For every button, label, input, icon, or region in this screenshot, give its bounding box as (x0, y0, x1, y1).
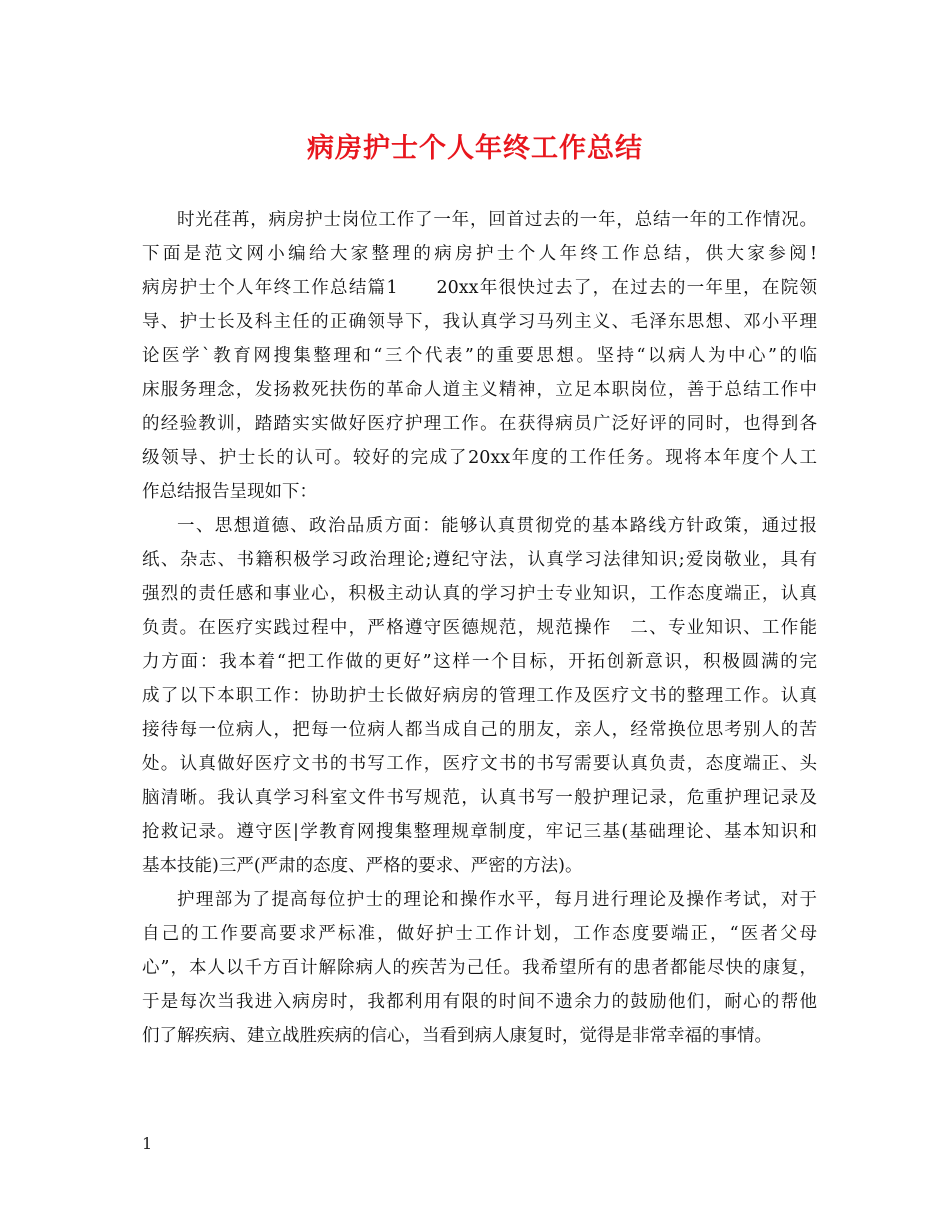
text-line: 护理部为了提高每位护士的理论和操作水平，每月进行理论及操作考试，对于 (177, 890, 817, 910)
text-line: 床服务理念，发扬救死扶伤的革命人道主义精神，立足本职岗位，善于总结工作中 (142, 380, 817, 400)
text-line: 处。认真做好医疗文书的书写工作，医疗文书的书写需要认真负责，态度端正、头 (142, 754, 817, 774)
text-line: 力方面：我本着“把工作做的更好”这样一个目标，开拓创新意识，积极圆满的完 (142, 652, 817, 672)
text-line: 们了解疾病、建立战胜疾病的信心，当看到病人康复时，觉得是非常幸福的事情。 (142, 1026, 772, 1046)
text-line: 脑清晰。我认真学习科室文件书写规范，认真书写一般护理记录，危重护理记录及 (142, 788, 817, 808)
text-line: 抢救记录。遵守医|学教育网搜集整理规章制度，牢记三基(基础理论、基本知识和 (142, 822, 817, 842)
text-line: 病房护士个人年终工作总结篇1 20xx年很快过去了，在过去的一年里，在院领 (142, 278, 817, 298)
text-line: 强烈的责任感和事业心，积极主动认真的学习护士专业知识，工作态度端正，认真 (142, 584, 817, 604)
text-line: 作总结报告呈现如下： (142, 482, 317, 502)
text-line: 论医学`教育网搜集整理和“三个代表”的重要思想。坚持“以病人为中心”的临 (142, 346, 817, 366)
text-line: 心”，本人以千方百计解除病人的疾苦为己任。我希望所有的患者都能尽快的康复， (142, 958, 817, 978)
document-body (142, 203, 817, 1053)
text-line: 成了以下本职工作：协助护士长做好病房的管理工作及医疗文书的整理工作。认真 (142, 686, 817, 706)
document-title: 病房护士个人年终工作总结 (307, 133, 643, 164)
text-line: 自己的工作要高要求严标准，做好护士工作计划，工作态度要端正，“医者父母 (142, 924, 817, 944)
text-line: 时光荏苒，病房护士岗位工作了一年，回首过去的一年，总结一年的工作情况。 (177, 210, 817, 230)
page-number: 1 (142, 1134, 153, 1153)
text-line: 负责。在医疗实践过程中，严格遵守医德规范，规范操作 二、专业知识、工作能 (142, 618, 817, 638)
text-line: 于是每次当我进入病房时，我都利用有限的时间不遗余力的鼓励他们，耐心的帮他 (142, 992, 817, 1012)
text-line: 一、思想道德、政治品质方面：能够认真贯彻党的基本路线方针政策，通过报 (177, 516, 817, 536)
text-line: 级领导、护士长的认可。较好的完成了20xx年度的工作任务。现将本年度个人工 (142, 448, 817, 468)
text-line: 下面是范文网小编给大家整理的病房护士个人年终工作总结，供大家参阅! (142, 244, 817, 264)
text-line: 接待每一位病人，把每一位病人都当成自己的朋友，亲人，经常换位思考别人的苦 (142, 720, 817, 740)
text-line: 纸、杂志、书籍积极学习政治理论;遵纪守法，认真学习法律知识;爱岗敬业，具有 (142, 550, 817, 570)
text-line: 的经验教训，踏踏实实做好医疗护理工作。在获得病员广泛好评的同时，也得到各 (142, 414, 817, 434)
text-line: 基本技能)三严(严肃的态度、严格的要求、严密的方法)。 (142, 856, 583, 876)
text-line: 导、护士长及科主任的正确领导下，我认真学习马列主义、毛泽东思想、邓小平理 (142, 312, 817, 332)
